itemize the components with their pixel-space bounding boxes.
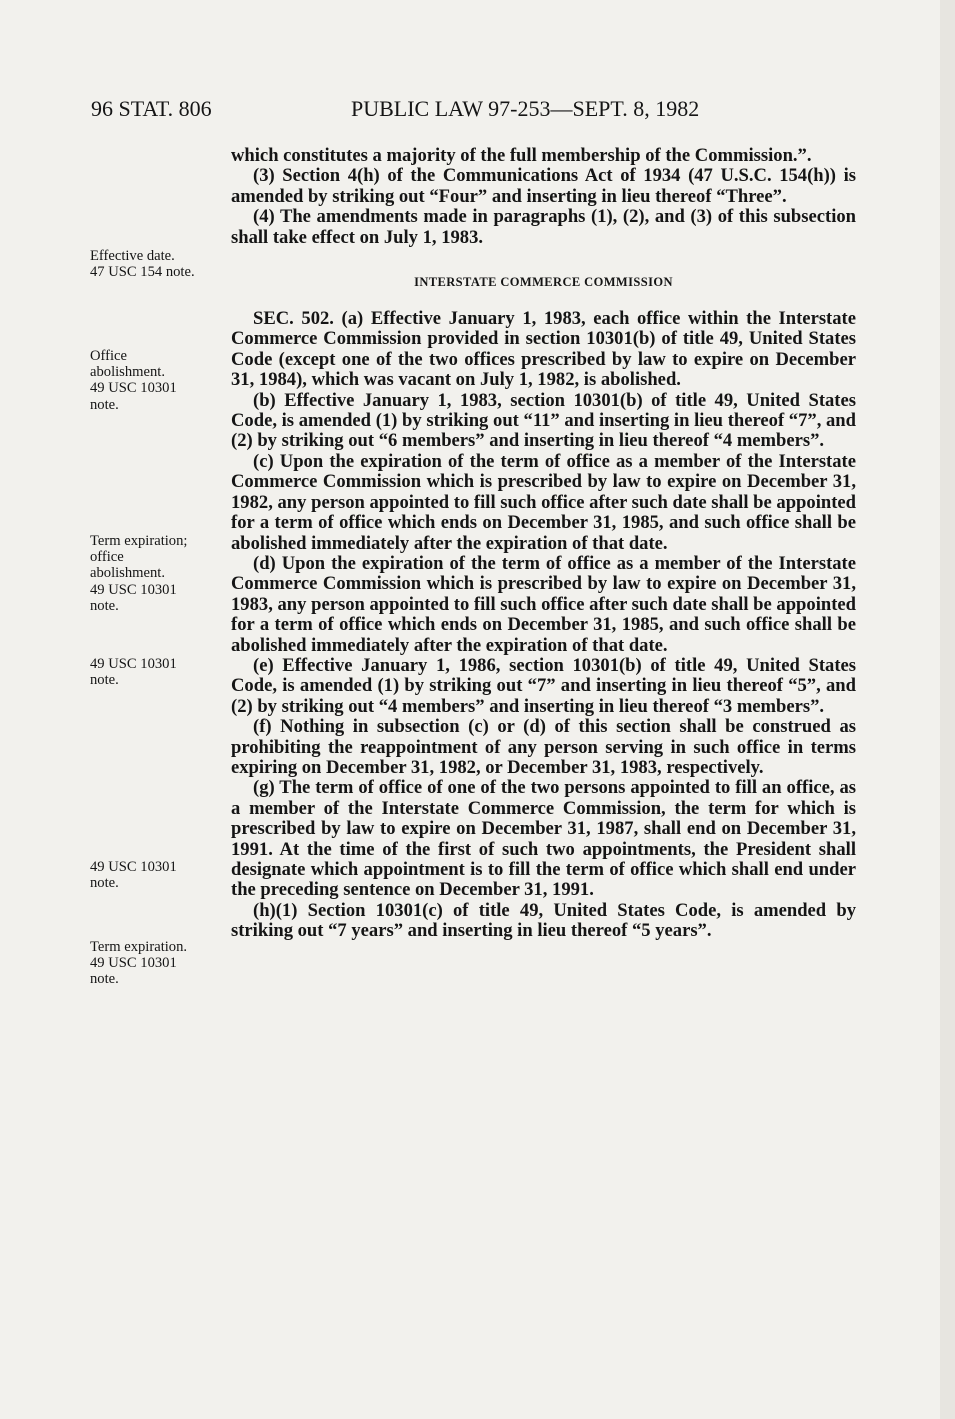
section-heading: INTERSTATE COMMERCE COMMISSION bbox=[414, 275, 673, 290]
margin-note-term-expiration: Term expiration. 49 USC 10301 note. bbox=[90, 939, 188, 988]
paragraph-d: (d) Upon the expiration of the term of office as a member of the Interstate Commerce Commission which is prescribed by law to expire on December 31, 1983, any person appointed to fill such office after such date shall be appointed for a term of office which ends on December 31, 1985, and such office shall be abolished immediately after the expiration of that date. bbox=[231, 552, 856, 656]
law-text-body bbox=[231, 146, 856, 942]
subsection-a-text: (a) Effective January 1, 1983, each office within the Interstate Commerce Commission provided in section 10301(b) of title 49, United States Code (except one of the two offices prescribed by law to expire on December 31, 1984), which was vacant on July 1, 1982, is abolished. bbox=[231, 308, 856, 391]
margin-note-effective-date: Effective date. 47 USC 154 note. bbox=[90, 248, 195, 281]
margin-note-49-usc-10301-d: 49 USC 10301 note. bbox=[90, 656, 177, 689]
margin-note-49-usc-10301-f: 49 USC 10301 note. bbox=[90, 859, 177, 892]
paragraph-e: (e) Effective January 1, 1986, section 10301(b) of title 49, United States Code, is amended (1) by striking out “7” and inserting in lieu thereof “5”, and (2) by striking out “4 members” and inserting in lieu thereof “3 members”. bbox=[231, 654, 856, 717]
margin-note-office-abolishment: Office abolishment. 49 USC 10301 note. bbox=[90, 348, 177, 413]
paragraph-4: (4) The amendments made in paragraphs (1), (2), and (3) of this subsection shall take effect on July 1, 1983. bbox=[231, 206, 856, 248]
margin-note-term-expiration-office-abolishment: Term expiration; office abolishment. 49 USC 10301 note. bbox=[90, 533, 188, 614]
paragraph-continued: which constitutes a majority of the full membership of the Commission.”. bbox=[231, 145, 812, 166]
paragraph-c: (c) Upon the expiration of the term of office as a member of the Interstate Commerce Commission which is prescribed by law to expire on December 31, 1982, any person appointed to fill such office after such date shall be appointed for a term of office which ends on December 31, 1985, and such office shall be abolished immediately after the expiration of that date. bbox=[231, 450, 856, 554]
paragraph-sec-502-a bbox=[231, 309, 856, 391]
paragraph-3: (3) Section 4(h) of the Communications Act of 1934 (47 U.S.C. 154(h)) is amended by striking out “Four” and inserting in lieu thereof “Three”. bbox=[231, 165, 856, 207]
paragraph-f: (f) Nothing in subsection (c) or (d) of this section shall be construed as prohibiting the reappointment of any person serving in such office in terms expiring on December 31, 1982, or December 31, 1983, respectively. bbox=[231, 716, 856, 778]
paragraph-b: (b) Effective January 1, 1983, section 10301(b) of title 49, United States Code, is amended (1) by striking out “11” and inserting in lieu thereof “7”, and (2) by striking out “6 members” and inserting in lieu thereof “4 members”. bbox=[231, 389, 856, 452]
section-label: SEC. 502. bbox=[253, 308, 334, 330]
statute-page-number: 96 STAT. 806 bbox=[91, 96, 212, 121]
public-law-title: PUBLIC LAW 97-253—SEPT. 8, 1982 bbox=[351, 96, 700, 121]
paragraph-h1: (h)(1) Section 10301(c) of title 49, United States Code, is amended by striking out “7 years” and inserting in lieu thereof “5 years”. bbox=[231, 899, 856, 942]
paragraph-g: (g) The term of office of one of the two persons appointed to fill an office, as a member of the Interstate Commerce Commission, the term for which is prescribed by law to expire on December 31, 1987, shall end on December 31, 1991. At the time of the first of such two appointments, the President shall designate which appointment is to fill the term of office which shall end under the preceding sentence on December 31, 1991. bbox=[231, 777, 856, 901]
